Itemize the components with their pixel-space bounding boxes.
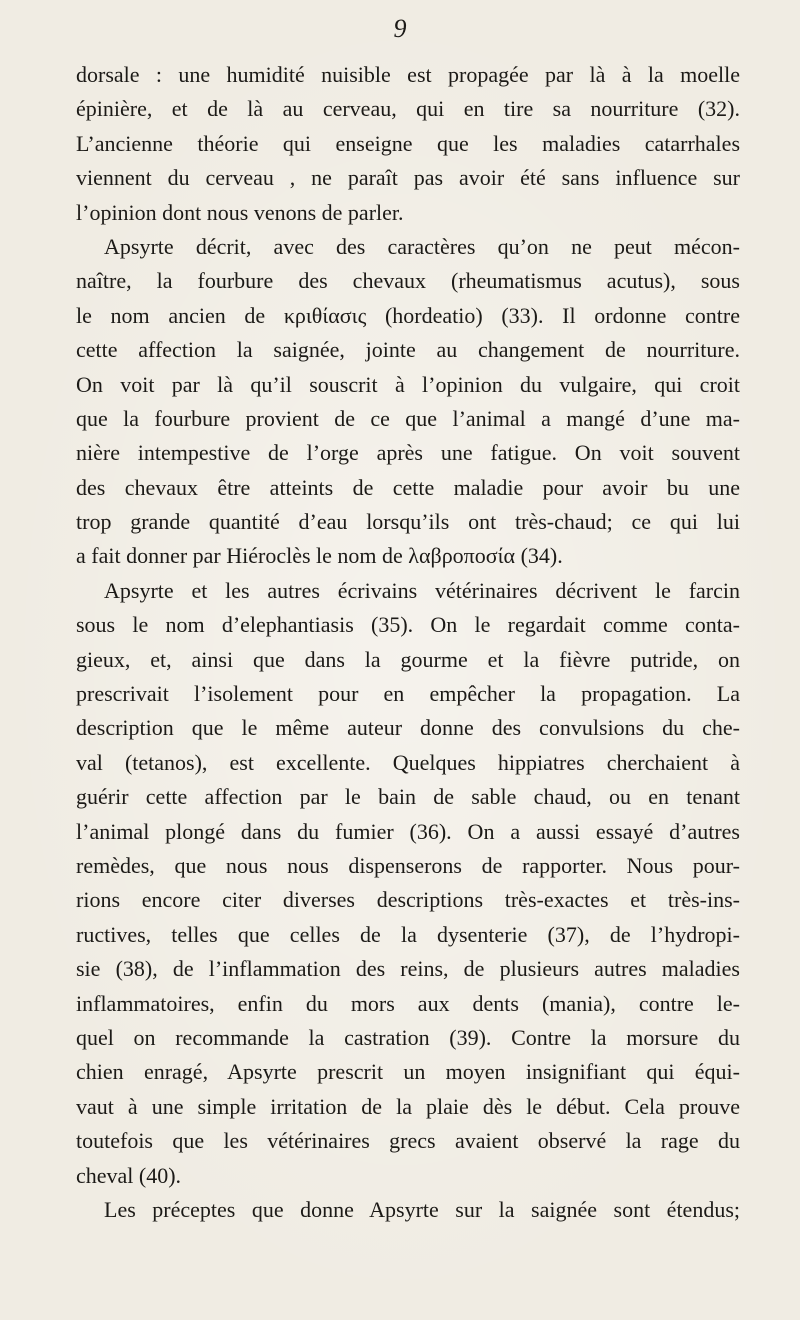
text-line: trop grande quantité d’eau lorsqu’ils ont très-chaud; ce qui lui: [76, 509, 740, 535]
text-line: l’animal plongé dans du fumier (36). On a aussi essayé d’autres: [76, 818, 740, 844]
text-line: val (tetanos), est excellente. Quelques hippiatres cherchaient à: [76, 749, 740, 775]
text-line: Les préceptes que donne Apsyrte sur la saignée sont étendus;: [104, 1196, 740, 1222]
text-line: sie (38), de l’inflammation des reins, de plusieurs autres maladies: [76, 956, 740, 982]
page-number: 9: [393, 14, 407, 43]
text-line: naître, la fourbure des chevaux (rheumatismus acutus), sous: [76, 268, 740, 294]
text-line: dorsale : une humidité nuisible est propagée par là à la moelle: [76, 62, 740, 87]
text-line: quel on recommande la castration (39). Contre la morsure du: [76, 1024, 740, 1050]
text-line: l’opinion dont nous venons de parler.: [76, 199, 404, 225]
text-line: épinière, et de là au cerveau, qui en tire sa nourriture (32).: [76, 96, 740, 122]
text-line: Apsyrte et les autres écrivains vétérinaires décrivent le farcin: [104, 577, 740, 603]
text-line: remèdes, que nous nous dispenserons de rapporter. Nous pour-: [76, 852, 740, 878]
body-text: [76, 58, 740, 1227]
text-line: le nom ancien de κριθίασις (hordeatio) (33). Il ordonne contre: [76, 302, 740, 328]
text-line: viennent du cerveau , ne paraît pas avoir été sans influence sur: [76, 165, 740, 191]
text-line: description que le même auteur donne des convulsions du che-: [76, 715, 740, 741]
text-line: guérir cette affection par le bain de sable chaud, ou en tenant: [76, 784, 740, 810]
text-line: Apsyrte décrit, avec des caractères qu’on ne peut mécon-: [104, 233, 740, 259]
text-line: sous le nom d’elephantiasis (35). On le regardait comme conta-: [76, 612, 740, 638]
text-line: prescrivait l’isolement pour en empêcher la propagation. La: [76, 681, 740, 707]
text-line: a fait donner par Hiéroclès le nom de λαβροποσία (34).: [76, 543, 563, 569]
text-line: cette affection la saignée, jointe au changement de nourriture.: [76, 337, 740, 363]
text-line: des chevaux être atteints de cette maladie pour avoir bu une: [76, 474, 740, 500]
text-line: gieux, et, ainsi que dans la gourme et la fièvre putride, on: [76, 646, 740, 672]
text-line: chien enragé, Apsyrte prescrit un moyen insignifiant qui équi-: [76, 1059, 740, 1085]
text-line: que la fourbure provient de ce que l’animal a mangé d’une ma-: [76, 405, 740, 431]
text-line: On voit par là qu’il souscrit à l’opinion du vulgaire, qui croit: [76, 371, 740, 397]
text-line: toutefois que les vétérinaires grecs avaient observé la rage du: [76, 1128, 740, 1154]
text-line: nière intempestive de l’orge après une fatigue. On voit souvent: [76, 440, 740, 466]
text-line: inflammatoires, enfin du mors aux dents (mania), contre le-: [76, 990, 740, 1016]
text-line: cheval (40).: [76, 1162, 182, 1188]
text-line: vaut à une simple irritation de la plaie dès le début. Cela prouve: [76, 1093, 740, 1119]
text-line: ructives, telles que celles de la dysenterie (37), de l’hydropi-: [76, 921, 740, 947]
text-line: L’ancienne théorie qui enseigne que les maladies catarrhales: [76, 130, 740, 156]
text-line: rions encore citer diverses descriptions très-exactes et très-ins-: [76, 887, 740, 913]
